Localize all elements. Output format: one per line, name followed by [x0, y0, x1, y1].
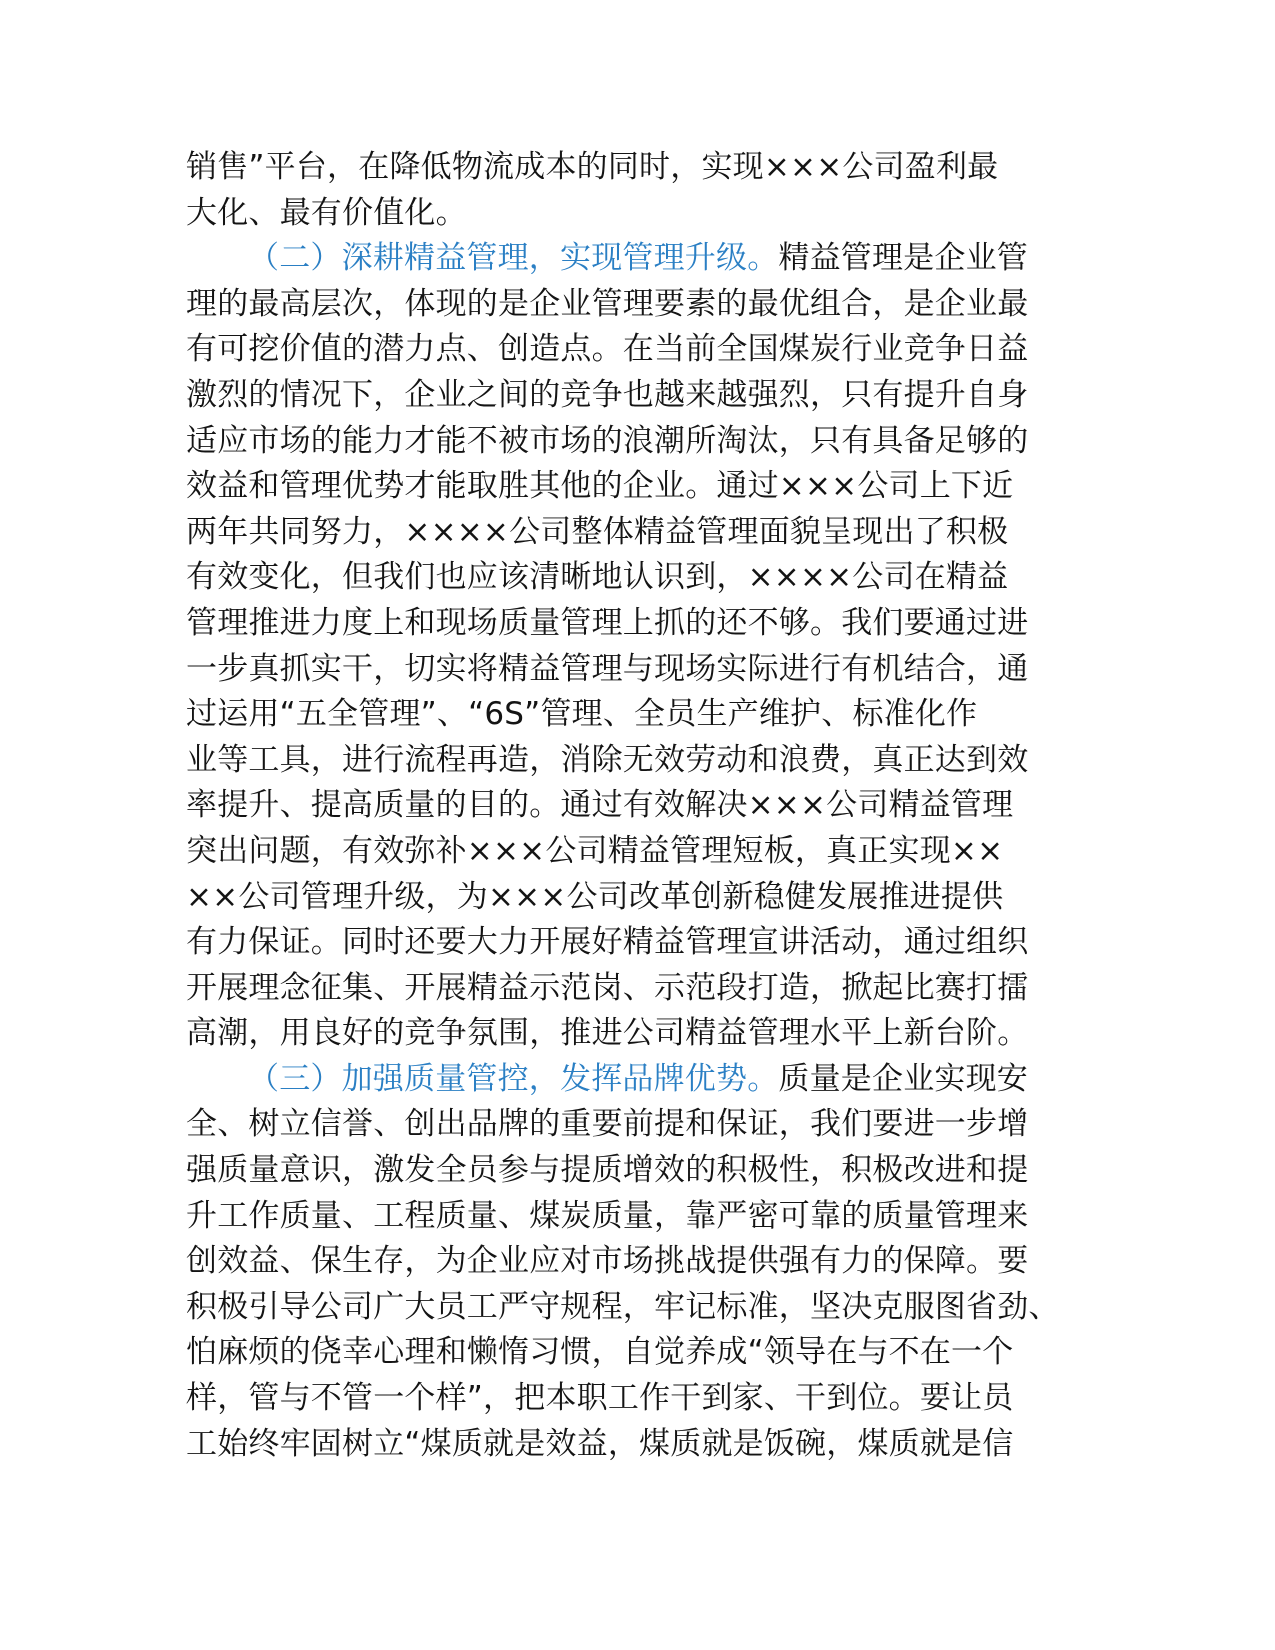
text-line: ××公司管理升级，为×××公司改革创新稳健发展推进提供	[186, 878, 1004, 915]
text-line: 升工作质量、工程质量、煤炭质量，靠严密可靠的质量管理来	[186, 1197, 1029, 1234]
text-line: 有可挖价值的潜力点、创造点。在当前全国煤炭行业竞争日益	[186, 331, 1029, 368]
text-line: 率提升、提高质量的目的。通过有效解决×××公司精益管理	[186, 787, 1014, 824]
text-line: 效益和管理优势才能取胜其他的企业。通过×××公司上下近	[186, 468, 1014, 505]
paragraph-3-first-line	[186, 1057, 1091, 1103]
document-page	[186, 145, 1091, 1467]
text-line: 适应市场的能力才能不被市场的浪潮所淘汰，只有具备足够的	[186, 422, 1029, 459]
text-line: 销售”平台，在降低物流成本的同时，实现×××公司盈利最	[186, 149, 999, 185]
text-line: 激烈的情况下，企业之间的竞争也越来越强烈，只有提升自身	[186, 376, 1029, 413]
text-line: 有力保证。同时还要大力开展好精益管理宣讲活动，通过组织	[186, 924, 1029, 961]
text-line: 管理推进力度上和现场质量管理上抓的还不够。我们要通过进	[186, 604, 1029, 641]
text-span: 精益管理是企业管	[778, 240, 1029, 277]
text-line: 创效益、保生存，为企业应对市场挑战提供强有力的保障。要	[186, 1243, 1029, 1280]
text-line: 强质量意识，激发全员参与提质增效的积极性，积极改进和提	[186, 1152, 1029, 1189]
paragraph-2-first-line	[186, 236, 1091, 282]
text-line: 一步真抓实干，切实将精益管理与现场实际进行有机结合，通	[186, 650, 1029, 687]
section-heading-3: （三）加强质量管控，发挥品牌优势。	[248, 1060, 779, 1097]
text-line: 大化、最有价值化。	[186, 194, 467, 231]
text-line: 样，管与不管一个样”，把本职工作干到家、干到位。要让员	[186, 1380, 1014, 1417]
paragraph-1	[186, 145, 1091, 236]
text-line: 有效变化，但我们也应该清晰地认识到，××××公司在精益	[186, 559, 1009, 596]
text-line: 业等工具，进行流程再造，消除无效劳动和浪费，真正达到效	[186, 741, 1029, 778]
text-line: 理的最高层次，体现的是企业管理要素的最优组合，是企业最	[186, 285, 1029, 322]
text-line: 两年共同努力，××××公司整体精益管理面貌呈现出了积极	[186, 513, 1009, 550]
text-line: 开展理念征集、开展精益示范岗、示范段打造，掀起比赛打擂	[186, 969, 1029, 1006]
paragraph-3	[186, 1057, 1091, 1467]
text-line: 怕麻烦的侥幸心理和懒惰习惯，自觉养成“领导在与不在一个	[186, 1334, 1014, 1371]
text-line: 高潮，用良好的竞争氛围，推进公司精益管理水平上新台阶。	[186, 1015, 1029, 1052]
paragraph-2	[186, 236, 1091, 1057]
section-heading-2: （二）深耕精益管理，实现管理升级。	[248, 240, 779, 277]
text-line: 工始终牢固树立“煤质就是效益，煤质就是饭碗，煤质就是信	[186, 1425, 1014, 1462]
text-line: 过运用“五全管理”、“6S”管理、全员生产维护、标准化作	[186, 696, 978, 733]
text-line: 突出问题，有效弥补×××公司精益管理短板，真正实现××	[186, 832, 1004, 869]
text-line: 积极引导公司广大员工严守规程，牢记标准，坚决克服图省劲、	[186, 1288, 1060, 1325]
text-span: 质量是企业实现安	[778, 1060, 1029, 1097]
text-line: 全、树立信誉、创出品牌的重要前提和保证，我们要进一步增	[186, 1106, 1029, 1143]
